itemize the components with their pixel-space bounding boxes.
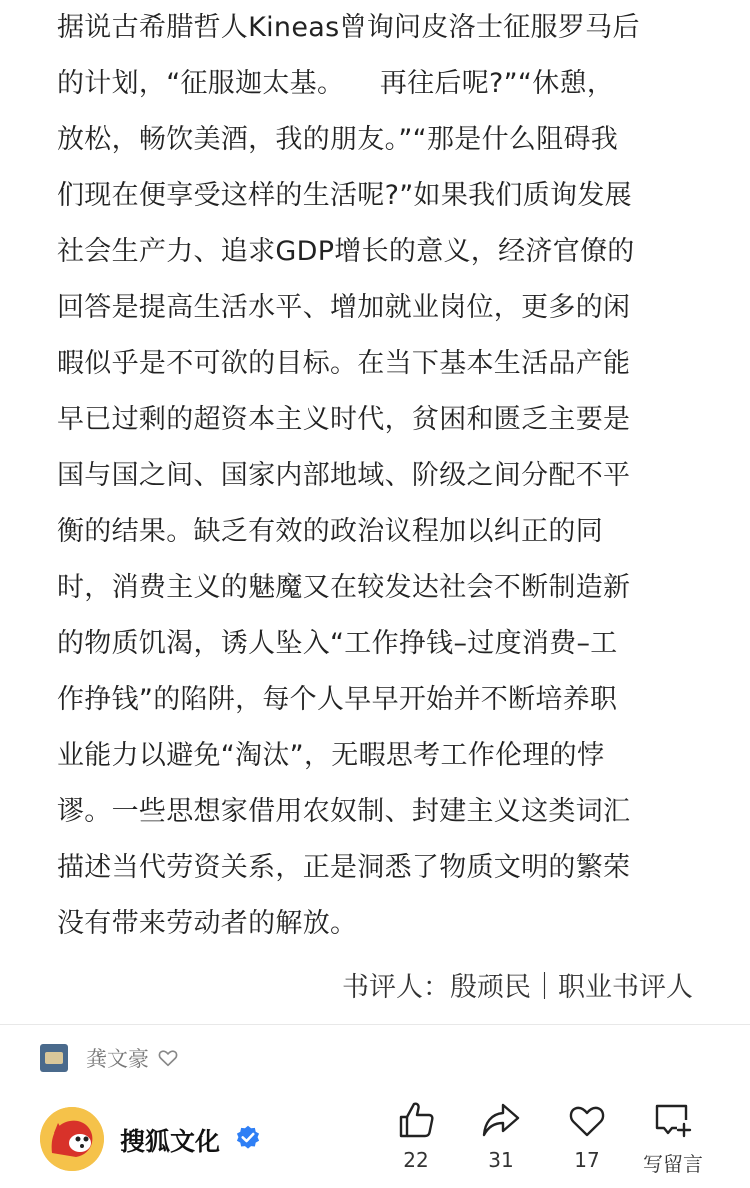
author-avatar[interactable] <box>40 1044 68 1072</box>
article-line: 暇似乎是不可欲的目标。在当下基本生活品产能 <box>57 348 631 379</box>
article-line: 的物质饥渴，诱人坠入“工作挣钱–过度消费–工 <box>57 628 618 659</box>
publisher-name[interactable]: 搜狐文化 <box>120 1127 221 1156</box>
bottom-action-bar <box>0 1100 750 1188</box>
author-row[interactable] <box>40 1040 179 1076</box>
thumbs-up-icon <box>396 1100 436 1140</box>
article-line: 没有带来劳动者的解放。 <box>57 908 358 939</box>
article-line: 衡的结果。缺乏有效的政治议程加以纠正的同 <box>57 516 603 547</box>
divider <box>0 1024 750 1025</box>
heart-icon <box>567 1100 607 1140</box>
article-line: 放松，畅饮美酒，我的朋友。”“那是什么阻碍我 <box>57 124 619 155</box>
article-line: 业能力以避免“淘汰”，无暇思考工作伦理的悖 <box>57 740 605 771</box>
fox-logo-icon <box>40 1107 104 1171</box>
article-line: 回答是提高生活水平、增加就业岗位，更多的闲 <box>57 292 631 323</box>
article-line: 们现在便享受这样的生活呢?”如果我们质询发展 <box>57 180 632 211</box>
article-line: 据说古希腊哲人Kineas曾询问皮洛士征服罗马后 <box>57 12 640 43</box>
like-button[interactable] <box>376 1100 456 1172</box>
article-line: 社会生产力、追求GDP增长的意义，经济官僚的 <box>57 236 635 267</box>
article-line: 时，消费主义的魅魔又在较发达社会不断制造新 <box>57 572 631 603</box>
share-button[interactable] <box>461 1100 541 1172</box>
article-byline: 书评人：殷顽民｜职业书评人 <box>342 972 693 1003</box>
article-line: 的计划，“征服迦太基。 再往后呢?”“休憩， <box>57 68 615 99</box>
share-count: 31 <box>488 1148 514 1172</box>
author-name[interactable]: 龚文豪 <box>86 1047 149 1071</box>
like-count: 22 <box>403 1148 429 1172</box>
article-line: 早已过剩的超资本主义时代，贫困和匮乏主要是 <box>57 404 631 435</box>
publisher-avatar[interactable] <box>40 1107 104 1171</box>
favorite-button[interactable] <box>547 1100 627 1172</box>
share-arrow-icon <box>481 1100 521 1140</box>
article-line: 谬。一些思想家借用农奴制、封建主义这类词汇 <box>57 796 631 827</box>
article-line: 作挣钱”的陷阱，每个人早早开始并不断培养职 <box>57 684 618 715</box>
comment-button[interactable] <box>633 1100 713 1177</box>
article-body <box>57 0 697 952</box>
verified-badge-icon <box>234 1124 262 1152</box>
comment-add-icon <box>653 1100 693 1140</box>
comment-label: 写留言 <box>643 1152 703 1176</box>
favorite-count: 17 <box>574 1148 600 1172</box>
article-line: 描述当代劳资关系，正是洞悉了物质文明的繁荣 <box>57 852 631 883</box>
heart-outline-icon[interactable] <box>157 1047 179 1069</box>
article-line: 国与国之间、国家内部地域、阶级之间分配不平 <box>57 460 631 491</box>
